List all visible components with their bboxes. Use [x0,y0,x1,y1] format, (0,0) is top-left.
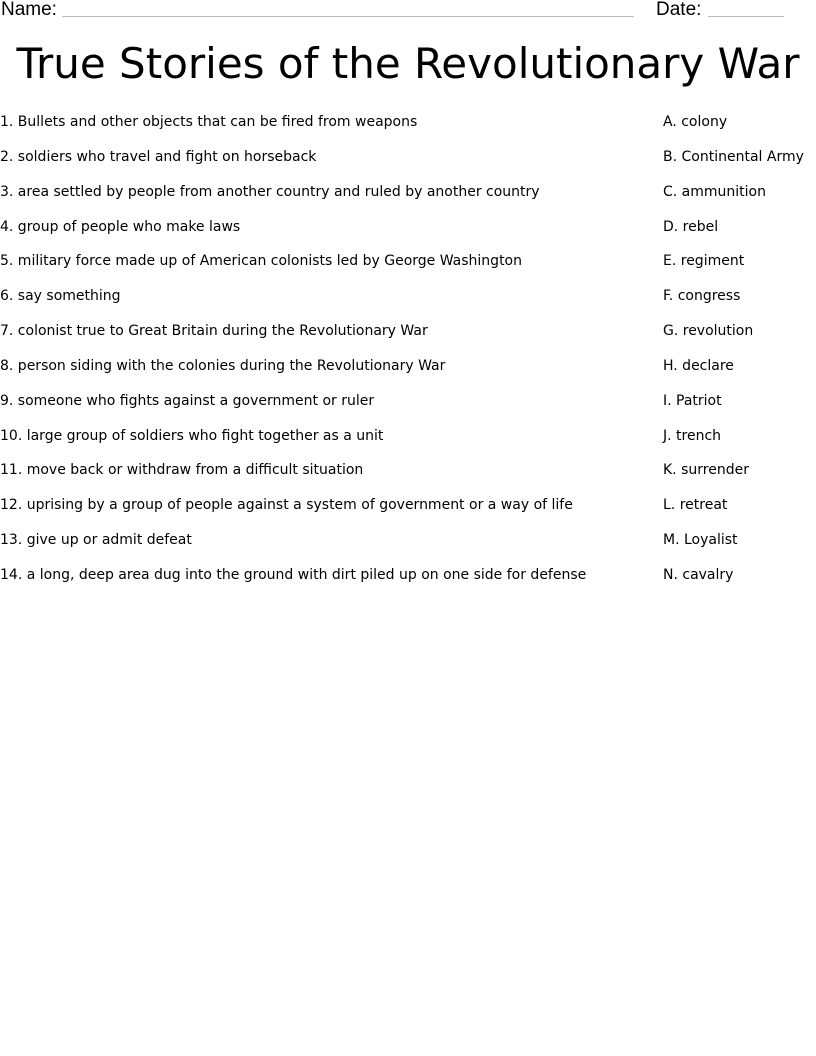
date-label: Date: [656,0,702,20]
name-label: Name: [1,0,57,20]
answer-item: G. revolution [663,323,754,340]
answer-item: L. retreat [663,497,728,514]
answer-item: D. rebel [663,218,719,235]
answer-item: K. surrender [663,462,749,479]
clue-item: 10. large group of soldiers who fight together as a unit [0,427,384,444]
clue-item: 13. give up or admit defeat [0,532,192,549]
answer-item: C. ammunition [663,183,766,200]
clue-item: 14. a long, deep area dug into the ground with dirt piled up on one side for defense [0,566,587,583]
worksheet-header [0,0,816,22]
answer-item: H. declare [663,357,734,374]
answer-item: I. Patriot [663,392,722,409]
date-blank-line [708,16,784,17]
clue-item: 12. uprising by a group of people against a system of government or a way of life [0,497,573,514]
clue-item: 4. group of people who make laws [0,218,241,235]
clue-item: 5. military force made up of American colonists led by George Washington [0,253,522,270]
answer-item: M. Loyalist [663,532,738,549]
clue-list [0,110,640,598]
clue-item: 9. someone who fights against a government or ruler [0,392,375,409]
answer-list [663,110,816,598]
page-title: True Stories of the Revolutionary War [16,39,800,88]
answer-item: E. regiment [663,253,745,270]
answer-item: N. cavalry [663,566,734,583]
clue-item: 6. say something [0,288,121,305]
clue-item: 3. area settled by people from another country and ruled by another country [0,183,540,200]
answer-item: F. congress [663,288,741,305]
clue-item: 11. move back or withdraw from a difficult situation [0,462,364,479]
answer-item: J. trench [663,427,722,444]
answer-item: B. Continental Army [663,148,804,165]
clue-item: 7. colonist true to Great Britain during the Revolutionary War [0,323,428,340]
name-blank-line [62,16,634,17]
clue-item: 8. person siding with the colonies during the Revolutionary War [0,357,446,374]
answer-item: A. colony [663,114,728,130]
clue-item: 1. Bullets and other objects that can be fired from weapons [0,114,418,130]
clue-item: 2. soldiers who travel and fight on horseback [0,148,317,165]
